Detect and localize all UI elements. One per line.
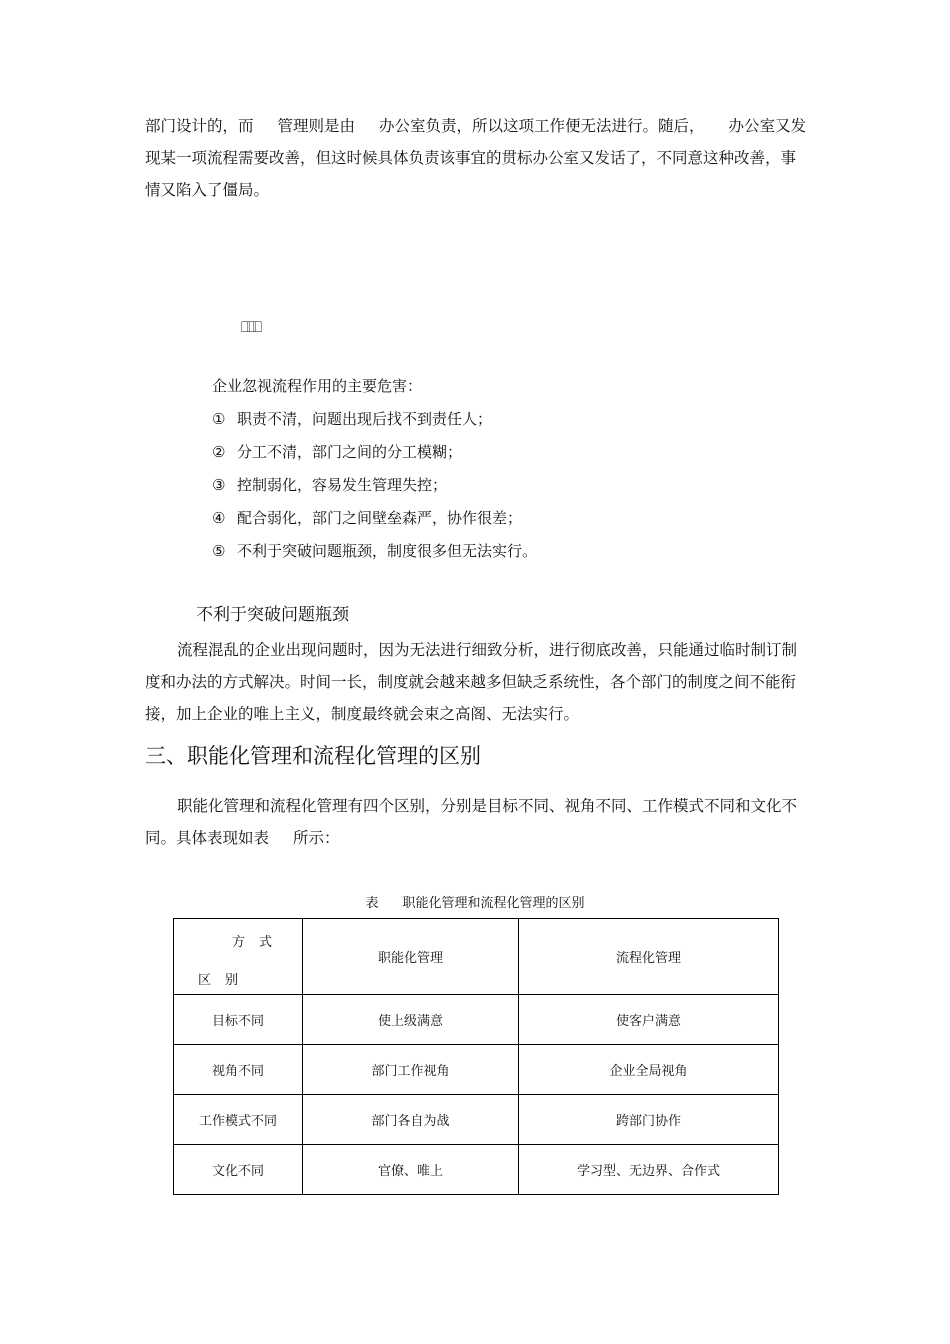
list-item-number: ④ xyxy=(212,509,226,527)
harms-list xyxy=(212,370,537,568)
list-item xyxy=(212,403,537,436)
paragraph-1-line1-a: 部门设计的，而 xyxy=(145,117,254,135)
corner-top-label: 方式 xyxy=(232,935,287,950)
harms-intro: 企业忽视流程作用的主要危害： xyxy=(212,377,423,395)
table-caption-label: 表 xyxy=(365,896,379,911)
table-row xyxy=(174,1095,779,1145)
paragraph-2-text: 流程混乱的企业出现问题时，因为无法进行细致分析，进行彻底改善，只能通过临时制订制度和办法的方式解决。时间一长，制度就会越来越多但缺乏系统性，各个部门的制度之间不能衔接，加上企业的唯上主义，制度最终就会束之高阁、无法实行。 xyxy=(145,641,798,723)
corner-bottom-label: 区别 xyxy=(198,973,253,988)
paragraph-2 xyxy=(145,634,810,730)
paragraph-3-text-a: 职能化管理和流程化管理有四个区别，分别是目标不同、视角不同、工作模式不同和文化不同。具体表现如表 xyxy=(145,797,798,847)
placeholder-glyphs: ⎕⎕⎕ xyxy=(241,318,260,336)
column-header-process: 流程化管理 xyxy=(519,919,779,995)
table-row xyxy=(174,1045,779,1095)
list-item xyxy=(212,502,537,535)
list-item-text: 不利于突破问题瓶颈，制度很多但无法实行。 xyxy=(237,542,538,560)
cell-process: 跨部门协作 xyxy=(519,1095,779,1145)
section-title: 三、职能化管理和流程化管理的区别 xyxy=(145,744,481,768)
row-label: 工作模式不同 xyxy=(174,1095,303,1145)
cell-functional: 使上级满意 xyxy=(303,995,519,1045)
paragraph-1-line1-c: 办公室负责，所以这项工作便无法进行。随后， xyxy=(379,117,705,135)
table-row xyxy=(174,1145,779,1195)
cell-functional: 部门各自为战 xyxy=(303,1095,519,1145)
paragraph-3-text-b: 所示： xyxy=(293,829,340,847)
list-item-text: 控制弱化，容易发生管理失控； xyxy=(237,476,448,494)
cell-functional: 部门工作视角 xyxy=(303,1045,519,1095)
paragraph-1 xyxy=(145,110,810,206)
subheading: 不利于突破问题瓶颈 xyxy=(196,605,349,625)
cell-process: 使客户满意 xyxy=(519,995,779,1045)
paragraph-3 xyxy=(145,790,810,854)
list-item xyxy=(212,535,537,568)
cell-process: 学习型、无边界、合作式 xyxy=(519,1145,779,1195)
list-item xyxy=(212,436,537,469)
comparison-table xyxy=(173,918,779,1195)
paragraph-1-line1-b: 管理则是由 xyxy=(277,117,356,135)
row-label: 视角不同 xyxy=(174,1045,303,1095)
list-item-number: ③ xyxy=(212,476,226,494)
paragraph-1-rest: 室又发现某一项流程需要改善，但这时候具体负责该事宜的贯标办公室又发话了，不同意这种改善，事情又陷入了僵局。 xyxy=(145,117,807,199)
cell-process: 企业全局视角 xyxy=(519,1045,779,1095)
row-label: 目标不同 xyxy=(174,995,303,1045)
list-item xyxy=(212,469,537,502)
table-caption xyxy=(0,892,950,911)
row-label: 文化不同 xyxy=(174,1145,303,1195)
table-header-row xyxy=(174,919,779,995)
list-item-text: 分工不清，部门之间的分工模糊； xyxy=(237,443,463,461)
list-item-number: ⑤ xyxy=(212,542,226,560)
list-item-number: ① xyxy=(212,410,226,428)
list-item-text: 配合弱化，部门之间壁垒森严，协作很差； xyxy=(237,509,523,527)
table-caption-title: 职能化管理和流程化管理的区别 xyxy=(402,896,585,911)
table-row xyxy=(174,995,779,1045)
cell-functional: 官僚、唯上 xyxy=(303,1145,519,1195)
column-header-functional: 职能化管理 xyxy=(303,919,519,995)
table-corner-cell xyxy=(174,919,303,995)
list-item-text: 职责不清，问题出现后找不到责任人； xyxy=(237,410,493,428)
list-item-number: ② xyxy=(212,443,226,461)
paragraph-1-line1-d: 办公 xyxy=(728,117,760,135)
